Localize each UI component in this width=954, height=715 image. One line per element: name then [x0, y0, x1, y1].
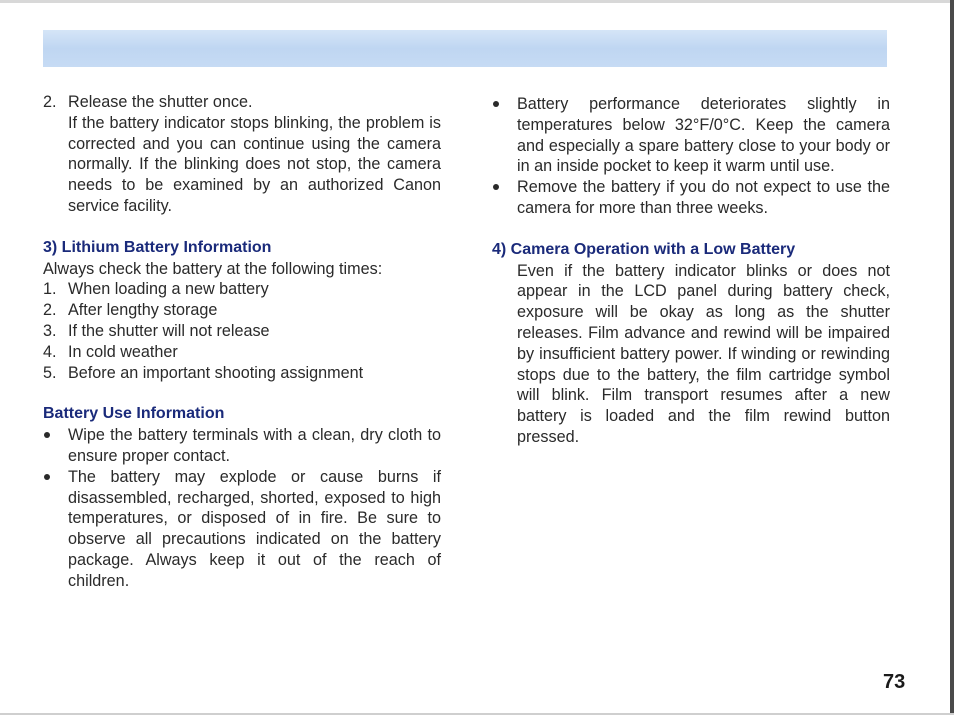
step-2-body: If the battery indicator stops blinking, the problem is corrected and you can continue using the camera normally. If the blinking does not stop, the camera needs to be examined by an authorized Canon service facility.	[68, 113, 441, 215]
list-item-text: In cold weather	[68, 342, 178, 361]
bullet-text: Remove the battery if you do not expect to use the camera for more than three weeks.	[517, 178, 890, 217]
bullet-icon	[493, 101, 499, 107]
bullet-text: The battery may explode or cause burns if disassembled, recharged, shorted, exposed to high temperatures, or disposed of in fire. Be sure to observe all precautions indicated on the battery package. Always keep it out of the reach of children.	[68, 467, 441, 590]
bullet-item	[43, 467, 441, 592]
step-2-number: 2.	[43, 93, 57, 111]
bullet-icon	[44, 474, 50, 480]
page-right-edge	[950, 0, 954, 715]
list-item	[43, 342, 441, 363]
bullet-text: Wipe the battery terminals with a clean, dry cloth to ensure proper contact.	[68, 426, 441, 465]
list-item-text: Before an important shooting assignment	[68, 363, 364, 382]
low-battery-body: Even if the battery indicator blinks or does not appear in the LCD panel during battery check, exposure will be okay as long as the shutter releases. Film advance and rewind will be impaired by insufficient battery power. If winding or rewinding stops due to the battery, the film cartridge symbol will blink. Film transport resumes after a new battery is loaded and the film rewind button pressed.	[517, 261, 890, 446]
bullet-text: Battery performance deteriorates slightly in temperatures below 32°F/0°C. Keep the camera and especially a spare battery close to your body or in an inside pocket to keep it warm until use.	[517, 95, 890, 176]
header-band	[43, 30, 887, 67]
battery-use-section-title: Battery Use Information	[43, 405, 225, 423]
list-item-text: If the shutter will not release	[68, 321, 270, 340]
list-item-text: When loading a new battery	[68, 280, 269, 299]
bullet-icon	[493, 184, 499, 190]
bullet-item	[492, 177, 890, 219]
right-column	[492, 94, 890, 448]
list-item-number: 5.	[43, 363, 57, 382]
lithium-intro: Always check the battery at the following times:	[43, 259, 383, 278]
bullet-icon	[44, 432, 50, 438]
list-item-number: 4.	[43, 342, 57, 361]
list-item-number: 2.	[43, 301, 57, 320]
bullet-item	[492, 94, 890, 177]
list-item	[43, 363, 441, 384]
list-item-number: 3.	[43, 321, 57, 340]
list-item	[43, 300, 441, 321]
low-battery-section-title: 4) Camera Operation with a Low Battery	[492, 240, 796, 258]
list-item-text: After lengthy storage	[68, 301, 218, 320]
bullet-item	[43, 425, 441, 467]
left-column	[43, 92, 441, 592]
step-2-instruction: Release the shutter once.	[68, 93, 253, 111]
page-top-edge	[0, 0, 954, 3]
page-number: 73	[883, 671, 906, 693]
step-2	[43, 92, 441, 217]
lithium-section-title: 3) Lithium Battery Information	[43, 238, 272, 256]
list-item-number: 1.	[43, 280, 57, 299]
list-item	[43, 321, 441, 342]
list-item	[43, 279, 441, 300]
